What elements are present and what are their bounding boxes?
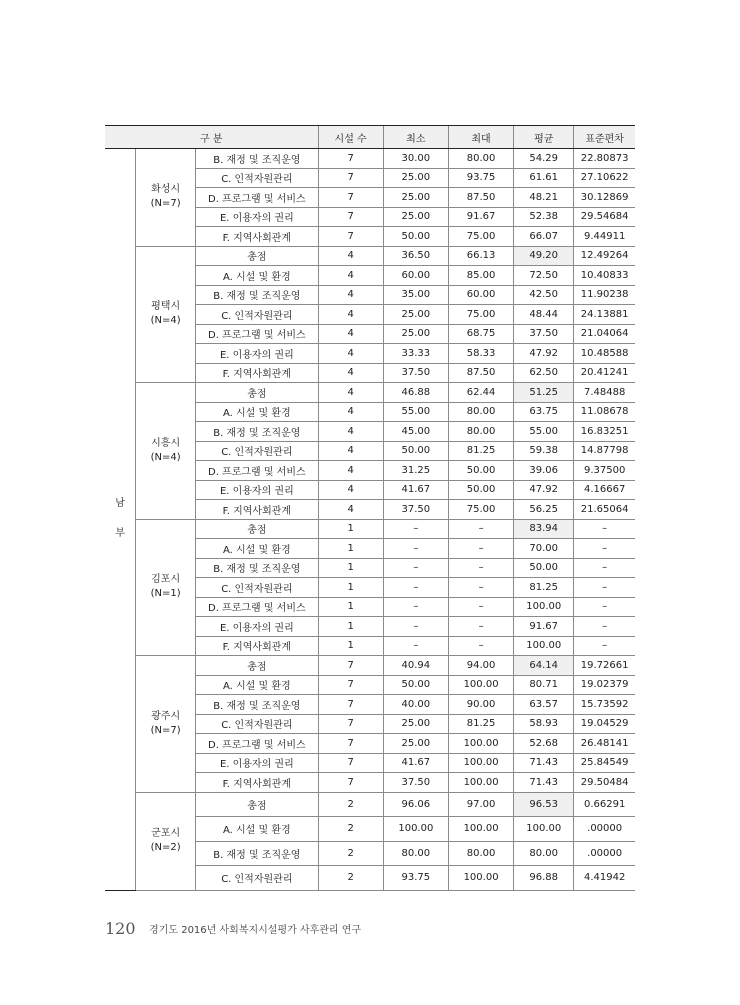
min-cell: 36.50: [383, 246, 448, 266]
sd-cell: 10.48588: [574, 344, 635, 364]
mean-cell: 47.92: [514, 480, 574, 500]
item-cell: B. 재정 및 조직운영: [196, 558, 318, 578]
max-cell: –: [448, 539, 513, 559]
mean-cell: 58.93: [514, 714, 574, 734]
city-sample-size: (N=7): [150, 198, 181, 210]
min-cell: 37.50: [383, 773, 448, 793]
max-cell: 80.00: [448, 841, 513, 866]
count-cell: 4: [318, 422, 383, 442]
item-cell: A. 시설 및 환경: [196, 675, 318, 695]
item-cell: E. 이용자의 권리: [196, 207, 318, 227]
sd-cell: 24.13881: [574, 305, 635, 325]
max-cell: 100.00: [448, 773, 513, 793]
count-cell: 7: [318, 227, 383, 247]
sd-cell: –: [574, 597, 635, 617]
item-cell: F. 지역사회관계: [196, 773, 318, 793]
max-cell: 80.00: [448, 402, 513, 422]
sd-cell: 22.80873: [574, 149, 635, 169]
max-cell: 93.75: [448, 168, 513, 188]
item-cell: D. 프로그램 및 서비스: [196, 188, 318, 208]
sd-cell: 7.48488: [574, 383, 635, 403]
sd-cell: 29.54684: [574, 207, 635, 227]
sd-cell: 27.10622: [574, 168, 635, 188]
region-label: 부: [115, 528, 125, 540]
min-cell: –: [383, 597, 448, 617]
max-cell: 60.00: [448, 285, 513, 305]
page-footer: [105, 919, 361, 938]
mean-cell: 48.21: [514, 188, 574, 208]
mean-cell: 54.29: [514, 149, 574, 169]
item-cell: F. 지역사회관계: [196, 636, 318, 656]
min-cell: 96.06: [383, 792, 448, 817]
min-cell: 40.94: [383, 656, 448, 676]
max-cell: 50.00: [448, 461, 513, 481]
header-min: 최소: [383, 126, 448, 149]
min-cell: –: [383, 558, 448, 578]
mean-cell: 55.00: [514, 422, 574, 442]
max-cell: 90.00: [448, 695, 513, 715]
mean-cell: 63.75: [514, 402, 574, 422]
sd-cell: 19.72661: [574, 656, 635, 676]
max-cell: 87.50: [448, 363, 513, 383]
mean-cell: 70.00: [514, 539, 574, 559]
mean-cell: 80.00: [514, 841, 574, 866]
mean-cell: 47.92: [514, 344, 574, 364]
count-cell: 7: [318, 168, 383, 188]
item-cell: F. 지역사회관계: [196, 500, 318, 520]
sd-cell: .00000: [574, 841, 635, 866]
count-cell: 7: [318, 714, 383, 734]
mean-cell: 61.61: [514, 168, 574, 188]
max-cell: –: [448, 519, 513, 539]
header-sd: 표준편차: [574, 126, 635, 149]
min-cell: 37.50: [383, 500, 448, 520]
count-cell: 1: [318, 558, 383, 578]
min-cell: 41.67: [383, 480, 448, 500]
city-name: 군포시: [151, 828, 181, 839]
city-cell: [136, 519, 196, 656]
count-cell: 7: [318, 675, 383, 695]
sd-cell: –: [574, 636, 635, 656]
item-cell: 총점: [196, 656, 318, 676]
max-cell: 100.00: [448, 817, 513, 842]
mean-cell: 96.88: [514, 866, 574, 891]
region-cell: [105, 149, 136, 891]
mean-cell: 100.00: [514, 817, 574, 842]
min-cell: 80.00: [383, 841, 448, 866]
sd-cell: 9.37500: [574, 461, 635, 481]
table-row: [105, 519, 635, 539]
count-cell: 7: [318, 753, 383, 773]
max-cell: 50.00: [448, 480, 513, 500]
sd-cell: 16.83251: [574, 422, 635, 442]
city-sample-size: (N=1): [150, 588, 181, 600]
min-cell: 93.75: [383, 866, 448, 891]
count-cell: 4: [318, 266, 383, 286]
mean-cell: 81.25: [514, 578, 574, 598]
page-number: 120: [105, 919, 136, 938]
region-label: 남: [115, 498, 125, 510]
mean-cell: 39.06: [514, 461, 574, 481]
min-cell: –: [383, 578, 448, 598]
item-cell: A. 시설 및 환경: [196, 402, 318, 422]
table-header-row: [105, 126, 635, 149]
count-cell: 7: [318, 149, 383, 169]
max-cell: 66.13: [448, 246, 513, 266]
table-row: [105, 246, 635, 266]
mean-cell: 37.50: [514, 324, 574, 344]
item-cell: C. 인적자원관리: [196, 866, 318, 891]
min-cell: –: [383, 617, 448, 637]
max-cell: 94.00: [448, 656, 513, 676]
sd-cell: .00000: [574, 817, 635, 842]
count-cell: 2: [318, 866, 383, 891]
item-cell: C. 인적자원관리: [196, 578, 318, 598]
count-cell: 4: [318, 480, 383, 500]
min-cell: 45.00: [383, 422, 448, 442]
sd-cell: 4.41942: [574, 866, 635, 891]
min-cell: 41.67: [383, 753, 448, 773]
item-cell: B. 재정 및 조직운영: [196, 149, 318, 169]
max-cell: 100.00: [448, 753, 513, 773]
sd-cell: 25.84549: [574, 753, 635, 773]
city-cell: [136, 149, 196, 247]
count-cell: 1: [318, 519, 383, 539]
city-cell: [136, 656, 196, 793]
sd-cell: 30.12869: [574, 188, 635, 208]
table-row: [105, 383, 635, 403]
min-cell: 25.00: [383, 168, 448, 188]
sd-cell: 0.66291: [574, 792, 635, 817]
city-cell: [136, 246, 196, 383]
max-cell: 100.00: [448, 866, 513, 891]
count-cell: 1: [318, 578, 383, 598]
max-cell: 75.00: [448, 227, 513, 247]
min-cell: 100.00: [383, 817, 448, 842]
city-name: 시흥시: [151, 437, 181, 449]
count-cell: 7: [318, 734, 383, 754]
max-cell: 81.25: [448, 441, 513, 461]
item-cell: C. 인적자원관리: [196, 714, 318, 734]
mean-cell: 48.44: [514, 305, 574, 325]
mean-cell: 50.00: [514, 558, 574, 578]
max-cell: 75.00: [448, 500, 513, 520]
max-cell: 75.00: [448, 305, 513, 325]
min-cell: 60.00: [383, 266, 448, 286]
count-cell: 7: [318, 656, 383, 676]
city-cell: [136, 792, 196, 890]
max-cell: –: [448, 617, 513, 637]
max-cell: 85.00: [448, 266, 513, 286]
count-cell: 7: [318, 695, 383, 715]
item-cell: D. 프로그램 및 서비스: [196, 734, 318, 754]
min-cell: –: [383, 636, 448, 656]
sd-cell: 11.90238: [574, 285, 635, 305]
min-cell: 40.00: [383, 695, 448, 715]
item-cell: E. 이용자의 권리: [196, 344, 318, 364]
sd-cell: 21.04064: [574, 324, 635, 344]
sd-cell: 19.02379: [574, 675, 635, 695]
min-cell: 46.88: [383, 383, 448, 403]
min-cell: 50.00: [383, 227, 448, 247]
sd-cell: 15.73592: [574, 695, 635, 715]
min-cell: –: [383, 519, 448, 539]
min-cell: 25.00: [383, 305, 448, 325]
sd-cell: 21.65064: [574, 500, 635, 520]
count-cell: 4: [318, 324, 383, 344]
mean-cell: 100.00: [514, 597, 574, 617]
table-row: [105, 149, 635, 169]
count-cell: 4: [318, 500, 383, 520]
mean-cell: 51.25: [514, 383, 574, 403]
count-cell: 1: [318, 539, 383, 559]
mean-cell: 59.38: [514, 441, 574, 461]
count-cell: 1: [318, 597, 383, 617]
sd-cell: 14.87798: [574, 441, 635, 461]
mean-cell: 64.14: [514, 656, 574, 676]
item-cell: F. 지역사회관계: [196, 363, 318, 383]
mean-cell: 52.68: [514, 734, 574, 754]
city-sample-size: (N=7): [150, 724, 181, 736]
count-cell: 7: [318, 773, 383, 793]
count-cell: 1: [318, 636, 383, 656]
min-cell: 55.00: [383, 402, 448, 422]
mean-cell: 71.43: [514, 773, 574, 793]
max-cell: 58.33: [448, 344, 513, 364]
header-max: 최대: [448, 126, 513, 149]
city-name: 평택시: [151, 301, 181, 313]
city-cell: [136, 383, 196, 520]
item-cell: E. 이용자의 권리: [196, 617, 318, 637]
mean-cell: 49.20: [514, 246, 574, 266]
sd-cell: 4.16667: [574, 480, 635, 500]
item-cell: A. 시설 및 환경: [196, 539, 318, 559]
count-cell: 2: [318, 817, 383, 842]
sd-cell: –: [574, 519, 635, 539]
count-cell: 7: [318, 207, 383, 227]
min-cell: 35.00: [383, 285, 448, 305]
mean-cell: 96.53: [514, 792, 574, 817]
item-cell: A. 시설 및 환경: [196, 817, 318, 842]
min-cell: 25.00: [383, 207, 448, 227]
min-cell: 50.00: [383, 441, 448, 461]
item-cell: C. 인적자원관리: [196, 305, 318, 325]
statistics-table: [105, 125, 635, 891]
item-cell: E. 이용자의 권리: [196, 753, 318, 773]
sd-cell: 11.08678: [574, 402, 635, 422]
sd-cell: –: [574, 617, 635, 637]
item-cell: A. 시설 및 환경: [196, 266, 318, 286]
sd-cell: –: [574, 558, 635, 578]
table-row: [105, 792, 635, 817]
mean-cell: 71.43: [514, 753, 574, 773]
min-cell: 25.00: [383, 188, 448, 208]
count-cell: 1: [318, 617, 383, 637]
mean-cell: 83.94: [514, 519, 574, 539]
max-cell: 100.00: [448, 734, 513, 754]
max-cell: 97.00: [448, 792, 513, 817]
header-mean: 평균: [514, 126, 574, 149]
count-cell: 4: [318, 363, 383, 383]
sd-cell: 26.48141: [574, 734, 635, 754]
count-cell: 4: [318, 246, 383, 266]
max-cell: –: [448, 558, 513, 578]
item-cell: B. 재정 및 조직운영: [196, 285, 318, 305]
mean-cell: 91.67: [514, 617, 574, 637]
max-cell: 68.75: [448, 324, 513, 344]
header-category: 구 분: [105, 126, 318, 149]
min-cell: 25.00: [383, 714, 448, 734]
sd-cell: 19.04529: [574, 714, 635, 734]
item-cell: 총점: [196, 383, 318, 403]
item-cell: B. 재정 및 조직운영: [196, 841, 318, 866]
item-cell: E. 이용자의 권리: [196, 480, 318, 500]
mean-cell: 42.50: [514, 285, 574, 305]
mean-cell: 56.25: [514, 500, 574, 520]
table-body: [105, 149, 635, 891]
footer-title: 경기도 2016년 사회복지시설평가 사후관리 연구: [149, 925, 362, 936]
max-cell: –: [448, 597, 513, 617]
mean-cell: 100.00: [514, 636, 574, 656]
count-cell: 2: [318, 841, 383, 866]
header-count: 시설 수: [318, 126, 383, 149]
item-cell: 총점: [196, 246, 318, 266]
item-cell: B. 재정 및 조직운영: [196, 695, 318, 715]
item-cell: D. 프로그램 및 서비스: [196, 461, 318, 481]
city-sample-size: (N=4): [150, 315, 181, 327]
item-cell: B. 재정 및 조직운영: [196, 422, 318, 442]
count-cell: 4: [318, 402, 383, 422]
min-cell: 25.00: [383, 734, 448, 754]
count-cell: 4: [318, 383, 383, 403]
max-cell: 80.00: [448, 422, 513, 442]
item-cell: C. 인적자원관리: [196, 441, 318, 461]
sd-cell: 20.41241: [574, 363, 635, 383]
min-cell: 33.33: [383, 344, 448, 364]
mean-cell: 62.50: [514, 363, 574, 383]
min-cell: –: [383, 539, 448, 559]
city-name: 광주시: [151, 710, 181, 722]
max-cell: –: [448, 636, 513, 656]
sd-cell: 10.40833: [574, 266, 635, 286]
min-cell: 31.25: [383, 461, 448, 481]
max-cell: 91.67: [448, 207, 513, 227]
item-cell: D. 프로그램 및 서비스: [196, 324, 318, 344]
city-sample-size: (N=2): [150, 842, 181, 853]
item-cell: C. 인적자원관리: [196, 168, 318, 188]
item-cell: D. 프로그램 및 서비스: [196, 597, 318, 617]
count-cell: 4: [318, 461, 383, 481]
count-cell: 4: [318, 305, 383, 325]
sd-cell: –: [574, 539, 635, 559]
table-row: [105, 656, 635, 676]
item-cell: 총점: [196, 519, 318, 539]
min-cell: 37.50: [383, 363, 448, 383]
mean-cell: 80.71: [514, 675, 574, 695]
city-name: 김포시: [151, 574, 181, 586]
sd-cell: 29.50484: [574, 773, 635, 793]
min-cell: 50.00: [383, 675, 448, 695]
item-cell: 총점: [196, 792, 318, 817]
max-cell: 80.00: [448, 149, 513, 169]
min-cell: 25.00: [383, 324, 448, 344]
city-sample-size: (N=4): [150, 451, 181, 463]
max-cell: 62.44: [448, 383, 513, 403]
sd-cell: –: [574, 578, 635, 598]
mean-cell: 72.50: [514, 266, 574, 286]
count-cell: 2: [318, 792, 383, 817]
min-cell: 30.00: [383, 149, 448, 169]
mean-cell: 52.38: [514, 207, 574, 227]
count-cell: 4: [318, 441, 383, 461]
max-cell: 81.25: [448, 714, 513, 734]
max-cell: –: [448, 578, 513, 598]
count-cell: 4: [318, 344, 383, 364]
sd-cell: 9.44911: [574, 227, 635, 247]
max-cell: 100.00: [448, 675, 513, 695]
count-cell: 4: [318, 285, 383, 305]
sd-cell: 12.49264: [574, 246, 635, 266]
count-cell: 7: [318, 188, 383, 208]
mean-cell: 66.07: [514, 227, 574, 247]
max-cell: 87.50: [448, 188, 513, 208]
item-cell: F. 지역사회관계: [196, 227, 318, 247]
mean-cell: 63.57: [514, 695, 574, 715]
city-name: 화성시: [151, 184, 181, 196]
